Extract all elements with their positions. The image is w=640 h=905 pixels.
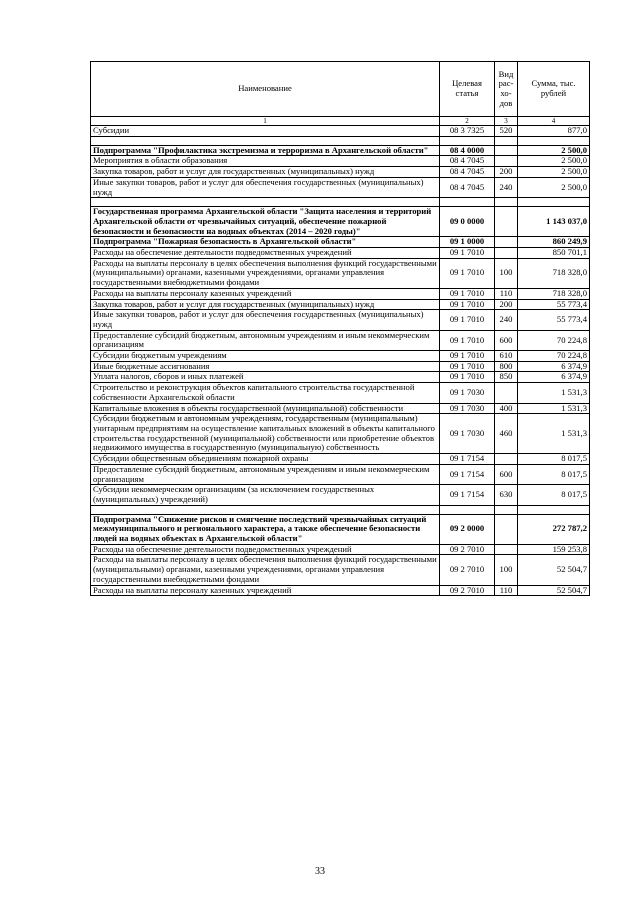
row-sum: 70 224,8 [518,330,590,350]
row-sum: 70 224,8 [518,351,590,362]
row-sum: 8 017,5 [518,485,590,505]
row-name: Мероприятия в области образования [91,156,440,167]
row-sum: 159 253,8 [518,544,590,555]
row-code: 09 1 7010 [440,299,495,310]
column-number: 2 [440,117,495,126]
header-type: Вид рас-хо-дов [495,62,518,117]
row-type [495,544,518,555]
table-row [91,485,590,505]
table-row [91,361,590,372]
row-name: Субсидии общественным объединениям пожарной охраны [91,454,440,465]
table-row [91,464,590,484]
row-code: 08 4 7045 [440,177,495,197]
row-type [495,514,518,544]
row-name: Подпрограмма "Снижение рисков и смягчение последствий чрезвычайных ситуаций межмуниципального и регионального характера, а также обеспечение безопасности людей на водных объектах в Архангельской области" [91,514,440,544]
table-row [91,167,590,178]
table-row [91,403,590,414]
row-sum: 8 017,5 [518,454,590,465]
row-type: 100 [495,258,518,288]
column-number: 3 [495,117,518,126]
page-number: 33 [315,866,325,877]
row-type: 850 [495,372,518,383]
table-row [91,237,590,248]
row-name: Расходы на обеспечение деятельности подведомственных учреждений [91,544,440,555]
row-name: Субсидии бюджетным учреждениям [91,351,440,362]
row-name: Расходы на выплаты персоналу в целях обеспечения выполнения функций государственными (муниципальными) органами, казенными учреждениями, органами управления государственными внебюджетными фондами [91,258,440,288]
row-sum: 718 328,0 [518,258,590,288]
row-name: Подпрограмма "Профилактика экстремизма и терроризма в Архангельской области" [91,145,440,156]
row-sum: 718 328,0 [518,288,590,299]
row-name: Иные бюджетные ассигнования [91,361,440,372]
table-row [91,310,590,330]
row-type: 600 [495,464,518,484]
row-name: Расходы на выплаты персоналу казенных учреждений [91,585,440,596]
row-type: 630 [495,485,518,505]
row-type [495,454,518,465]
table-row [91,454,590,465]
row-sum: 1 531,3 [518,414,590,454]
spacer-row [91,136,590,145]
row-sum: 55 773,4 [518,310,590,330]
row-name: Предоставление субсидий бюджетным, автономным учреждениям и иным некоммерческим организациям [91,330,440,350]
row-sum: 52 504,7 [518,585,590,596]
table-row [91,126,590,137]
row-type [495,237,518,248]
table-row [91,372,590,383]
row-code: 09 1 7010 [440,310,495,330]
row-code: 09 1 7010 [440,258,495,288]
header-code: Целевая статья [440,62,495,117]
row-name: Уплата налогов, сборов и иных платежей [91,372,440,383]
table-row [91,177,590,197]
row-sum: 2 500,0 [518,156,590,167]
column-number: 1 [91,117,440,126]
row-sum: 2 500,0 [518,177,590,197]
budget-table-sheet [90,61,589,596]
row-code: 09 1 7010 [440,361,495,372]
row-name: Предоставление субсидий бюджетным, автономным учреждениям и иным некоммерческим организациям [91,464,440,484]
row-sum: 1 531,3 [518,403,590,414]
row-code: 09 1 7010 [440,372,495,383]
row-code: 09 1 7010 [440,351,495,362]
row-sum: 8 017,5 [518,464,590,484]
row-type [495,383,518,403]
table-row [91,414,590,454]
row-type: 800 [495,361,518,372]
table-row [91,258,590,288]
row-type: 460 [495,414,518,454]
row-sum: 2 500,0 [518,167,590,178]
row-name: Закупка товаров, работ и услуг для государственных (муниципальных) нужд [91,167,440,178]
row-name: Государственная программа Архангельской области "Защита населения и территорий Архангельской области от чрезвычайных ситуаций, обеспечение пожарной безопасности и безопасности на водных объектах (2014 – 2020 годы)" [91,207,440,237]
table-row [91,299,590,310]
row-type: 200 [495,299,518,310]
table-row [91,288,590,299]
row-code: 09 1 7010 [440,248,495,259]
table-row [91,248,590,259]
row-name: Подпрограмма "Пожарная безопасность в Архангельской области" [91,237,440,248]
row-sum: 272 787,2 [518,514,590,544]
row-code: 09 2 7010 [440,544,495,555]
row-code: 09 2 0000 [440,514,495,544]
row-type: 110 [495,288,518,299]
table-row [91,555,590,585]
row-type: 520 [495,126,518,137]
row-type [495,145,518,156]
row-code: 09 1 7030 [440,383,495,403]
table-row [91,544,590,555]
row-code: 08 4 7045 [440,156,495,167]
row-code: 09 1 0000 [440,237,495,248]
row-type: 610 [495,351,518,362]
row-type: 600 [495,330,518,350]
row-code: 09 1 7030 [440,403,495,414]
table-row [91,145,590,156]
row-sum: 877,0 [518,126,590,137]
row-sum: 52 504,7 [518,555,590,585]
row-type: 240 [495,310,518,330]
row-code: 09 1 7154 [440,464,495,484]
table-row [91,383,590,403]
table-row [91,585,590,596]
row-sum: 1 531,3 [518,383,590,403]
row-type: 240 [495,177,518,197]
row-name: Субсидии некоммерческим организациям (за исключением государственных (муниципальных) учреждений) [91,485,440,505]
table-row [91,156,590,167]
header-name: Наименование [91,62,440,117]
row-code: 09 1 7030 [440,414,495,454]
table-row [91,351,590,362]
header-sum: Сумма, тыс. рублей [518,62,590,117]
row-sum: 1 143 037,0 [518,207,590,237]
row-type [495,248,518,259]
spacer-row [91,505,590,514]
row-name: Расходы на выплаты персоналу в целях обеспечения выполнения функций государственными (муниципальными) органами, казенными учреждениями, органами управления государственными внебюджетными фондами [91,555,440,585]
row-code: 09 2 7010 [440,555,495,585]
row-name: Закупка товаров, работ и услуг для государственных (муниципальных) нужд [91,299,440,310]
row-name: Субсидии [91,126,440,137]
row-code: 09 1 7010 [440,330,495,350]
row-code: 09 1 7154 [440,485,495,505]
row-code: 09 1 7010 [440,288,495,299]
row-code: 09 1 7154 [440,454,495,465]
row-code: 08 4 0000 [440,145,495,156]
row-type: 100 [495,555,518,585]
table-row [91,330,590,350]
row-code: 08 3 7325 [440,126,495,137]
row-name: Иные закупки товаров, работ и услуг для обеспечения государственных (муниципальных) нужд [91,177,440,197]
row-type: 400 [495,403,518,414]
column-number: 4 [518,117,590,126]
row-code: 09 0 0000 [440,207,495,237]
table-row [91,207,590,237]
row-type: 110 [495,585,518,596]
budget-table [90,61,590,596]
row-sum: 55 773,4 [518,299,590,310]
row-name: Субсидии бюджетным и автономным учреждениям, государственным (муниципальным) унитарным предприятиям на осуществление капитальных вложений в объекты капитального строительства государственной (муниципальной) собственности или приобретение объектов недвижимого имущества в государственную (муниципальную) собственность [91,414,440,454]
row-name: Расходы на выплаты персоналу казенных учреждений [91,288,440,299]
table-row [91,514,590,544]
row-name: Иные закупки товаров, работ и услуг для обеспечения государственных (муниципальных) нужд [91,310,440,330]
row-code: 08 4 7045 [440,167,495,178]
row-sum: 860 249,9 [518,237,590,248]
row-name: Капитальные вложения в объекты государственной (муниципальной) собственности [91,403,440,414]
row-code: 09 2 7010 [440,585,495,596]
row-sum: 2 500,0 [518,145,590,156]
row-sum: 6 374,9 [518,361,590,372]
row-type [495,207,518,237]
row-type: 200 [495,167,518,178]
row-type [495,156,518,167]
row-sum: 850 701,1 [518,248,590,259]
row-name: Расходы на обеспечение деятельности подведомственных учреждений [91,248,440,259]
row-sum: 6 374,9 [518,372,590,383]
row-name: Строительство и реконструкция объектов капитального строительства государственной собственности Архангельской области [91,383,440,403]
